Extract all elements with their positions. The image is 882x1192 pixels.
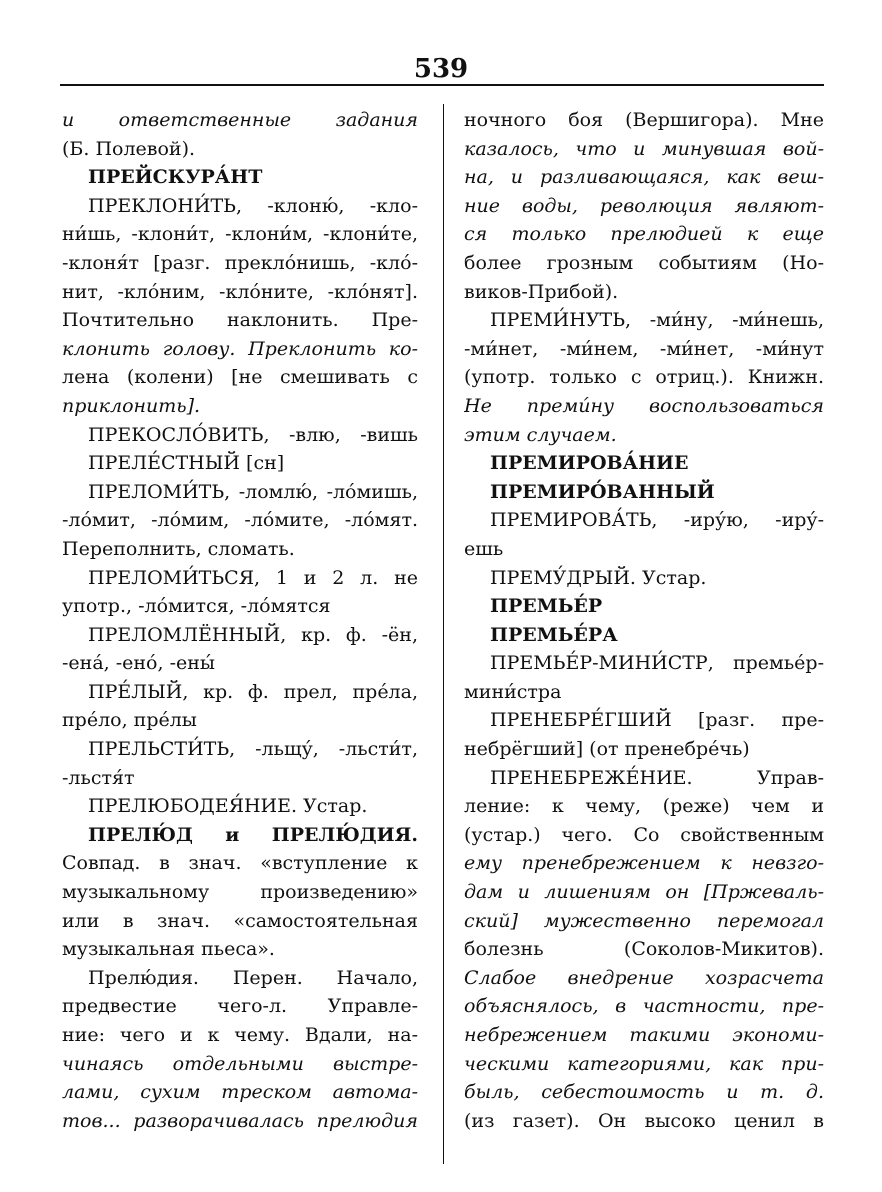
text-line: ему пренебрежением к невзго- — [464, 852, 824, 875]
text-line: ПРЕ́ЛЫЙ, кр. ф. прел, пре́ла, — [88, 680, 418, 703]
text-line: Совпад. в знач. «вступление к — [62, 852, 418, 875]
text-line: чинаясь отдельными выстре- — [62, 1052, 418, 1075]
text-line: пре́ло, пре́лы — [62, 709, 197, 732]
text-line: дам и лишениям он [Пржеваль- — [464, 881, 824, 904]
text-line: (устар.) чего. Со свойственным — [464, 823, 824, 846]
text-line: лами, сухим треском автома- — [62, 1081, 418, 1104]
text-line: ПРЕЛЮБОДЕЯ́НИЕ. Устар. — [88, 795, 368, 818]
text-line: ПРЕМУ́ДРЫЙ. Устар. — [490, 566, 707, 589]
text-line: ПРЕЛЕ́СТНЫЙ [сн] — [88, 452, 285, 475]
text-line: ПРЕМИРОВА́ТЬ, -иру́ю, -иру́- — [490, 509, 824, 532]
text-line: болезнь (Соколов-Микитов). — [464, 938, 824, 961]
text-line: ПРЕМЬЕ́Р-МИНИ́СТР, премье́р- — [490, 652, 824, 675]
text-line: ПРЕМЬЕ́РА — [490, 623, 618, 646]
text-line: музыкальному произведению» — [62, 881, 418, 904]
page-number: 539 — [413, 54, 469, 84]
text-line: небрежением такими экономи- — [464, 1024, 824, 1046]
text-line: мини́стра — [464, 680, 562, 703]
text-line: объяснялось, в частности, пре- — [464, 995, 824, 1018]
text-line: ешь — [464, 537, 504, 560]
text-line: ПРЕМЬЕ́Р — [490, 595, 603, 618]
text-line: ние: чего и к чему. Вдали, на- — [62, 1024, 418, 1046]
text-line: музыкальная пьеса». — [62, 938, 275, 961]
text-line: тов... разворачивалась прелюдия — [62, 1109, 418, 1132]
text-line: Прелю́дия. Перен. Начало, — [88, 966, 418, 989]
text-line: ночного боя (Вершигора). Мне — [464, 109, 824, 131]
text-line: ление: к чему, (реже) чем и — [464, 795, 824, 818]
text-line: Не преми́ну воспользоваться — [464, 394, 824, 417]
column-divider — [443, 104, 444, 1164]
text-line: ние воды, революция являют- — [464, 194, 824, 217]
text-line: и ответственные задания — [62, 109, 418, 131]
text-line: ПРЕМИРОВА́НИЕ — [490, 452, 689, 475]
text-line: (из газет). Он высоко ценил в — [464, 1109, 824, 1132]
text-line: казалось, что и минувшая вой- — [464, 137, 824, 160]
text-line: клонить голову. Преклонить ко- — [62, 337, 418, 360]
text-line: ПРЕМИРО́ВАННЫЙ — [490, 480, 715, 503]
text-line: Переполнить, сломать. — [62, 537, 295, 560]
left-column — [62, 106, 418, 1135]
text-line: употр., -ло́мится, -ло́мятся — [62, 595, 331, 618]
text-line: Почтительно наклонить. Пре- — [62, 309, 418, 332]
text-line: Слабое внедрение хозрасчета — [464, 966, 824, 989]
text-line: ский] мужественно перемогал — [464, 909, 824, 932]
text-line: ПРЕЛОМЛЁННЫЙ, кр. ф. -ён, — [88, 623, 418, 646]
text-line: ни́шь, -клони́т, -клони́м, -клони́те, — [62, 223, 418, 246]
text-line: на, и разливающаяся, как веш- — [464, 166, 824, 189]
text-line: ПРЕНЕБРЕ́ГШИЙ [разг. пре- — [490, 709, 824, 732]
text-line: (употр. только с отриц.). Книжн. — [464, 366, 824, 389]
text-line: быль, себестоимость и т. д. — [464, 1081, 824, 1104]
text-line: небрёгший] (от пренебре́чь) — [464, 738, 750, 761]
text-line: (Б. Полевой). — [62, 137, 196, 160]
text-line: ПРЕЛОМИ́ТЬСЯ, 1 и 2 л. не — [88, 566, 418, 589]
text-line: ся только прелюдией к еще — [464, 223, 824, 246]
text-line: ПРЕЛЮ́Д и ПРЕЛЮ́ДИЯ. — [88, 823, 418, 846]
right-column — [464, 106, 824, 1135]
text-line: предвестие чего-л. Управле- — [62, 995, 418, 1018]
text-line: ПРЕНЕБРЕЖЕ́НИЕ. Управ- — [490, 766, 824, 789]
text-line: -ми́нет, -ми́нем, -ми́нет, -ми́нут — [464, 337, 824, 360]
text-line: -клоня́т [разг. прекло́нишь, -кло́- — [62, 251, 418, 274]
text-line: ческими категориями, как при- — [464, 1052, 824, 1075]
text-line: -льстя́т — [62, 766, 135, 789]
text-line: ПРЕЛЬСТИ́ТЬ, -льщу́, -льсти́т, — [88, 738, 418, 761]
text-line: ПРЕЛОМИ́ТЬ, -ломлю́, -ло́мишь, — [88, 480, 418, 503]
text-line: ПРЕКЛОНИ́ТЬ, -клоню́, -кло- — [88, 194, 418, 217]
text-line: -ена́, -ено́, -ены́ — [62, 652, 216, 675]
text-line: или в знач. «самостоятельная — [62, 909, 418, 932]
text-line: лена (колени) [не смешивать с — [62, 366, 418, 389]
text-line: -ло́мит, -ло́мим, -ло́мите, -ло́мят. — [62, 509, 418, 532]
text-line: ПРЕЙСКУРА́НТ — [88, 166, 263, 189]
text-line: ПРЕКОСЛО́ВИТЬ, -влю, -вишь — [88, 423, 418, 446]
text-line: приклонить]. — [62, 394, 201, 417]
text-line: ПРЕМИ́НУТЬ, -ми́ну, -ми́нешь, — [490, 309, 824, 332]
text-line: виков-Прибой). — [464, 280, 619, 303]
header-rule — [60, 84, 824, 86]
text-line: более грозным событиям (Но- — [464, 251, 824, 274]
text-line: нит, -кло́ним, -кло́ните, -кло́нят]. — [62, 280, 418, 303]
text-line: этим случаем. — [464, 423, 617, 446]
